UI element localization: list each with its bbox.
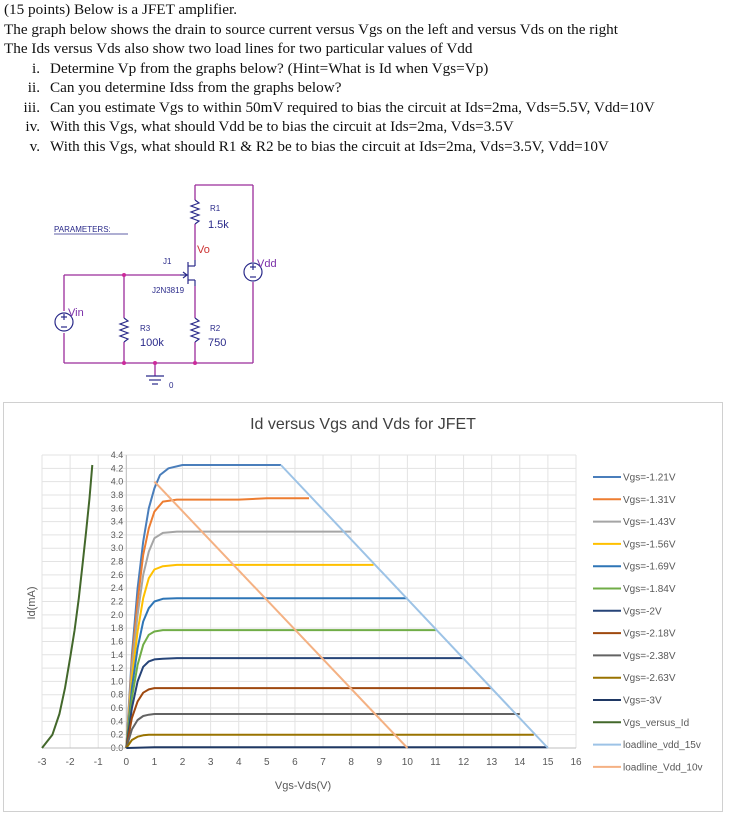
- x-tick-label: 11: [430, 757, 441, 768]
- r2-value: 750: [208, 337, 227, 349]
- r3-name: R3: [140, 324, 151, 333]
- x-tick-label: 5: [264, 757, 270, 768]
- y-tick-label: 4.2: [110, 463, 124, 474]
- x-tick-label: 12: [458, 757, 470, 768]
- problem-header: (15 points) Below is a JFET amplifier.: [4, 1, 237, 18]
- x-tick-label: 2: [179, 757, 186, 768]
- node-dot: [153, 361, 157, 365]
- y-tick-label: 1.2: [110, 663, 124, 674]
- series-line: [281, 465, 548, 748]
- x-tick-label: 4: [235, 757, 242, 768]
- series-line: [126, 747, 548, 748]
- question-text: Determine Vp from the graphs below? (Hint=What is Id when Vgs=Vp): [50, 59, 489, 77]
- x-tick-label: 15: [542, 757, 554, 768]
- j1-part: J2N3819: [152, 286, 185, 295]
- legend-label: Vgs=-2.63V: [623, 673, 676, 685]
- node-dot: [122, 361, 126, 365]
- legend-label: loadline_Vdd_10v: [623, 762, 703, 774]
- legend-label: Vgs=-1.84V: [623, 584, 676, 595]
- ground-label: 0: [169, 381, 174, 390]
- x-tick-label: 10: [401, 757, 413, 768]
- problem-intro-2: The Ids versus Vds also show two load lines for two particular values of Vdd: [4, 40, 473, 57]
- y-tick-label: 3.6: [110, 503, 124, 514]
- j1-name: J1: [163, 257, 172, 266]
- series-line: [126, 735, 534, 748]
- parameters-label: PARAMETERS:: [54, 225, 111, 234]
- chart-frame: [3, 402, 723, 812]
- r2-name: R2: [210, 324, 221, 333]
- legend-label: Vgs=-2V: [623, 606, 662, 618]
- y-tick-label: 1.4: [110, 649, 124, 660]
- y-tick-label: 0.8: [110, 689, 124, 700]
- legend-label: Vgs=-1.56V: [623, 539, 676, 551]
- vdd-label: Vdd: [257, 258, 277, 270]
- r1-name: R1: [210, 204, 221, 213]
- x-tick-label: 9: [376, 757, 383, 768]
- question-text: Can you estimate Vgs to within 50mV required to bias the circuit at Ids=2ma, Vds=5.5V, Vdd=10V: [50, 98, 655, 116]
- resistor-r2: [191, 318, 199, 342]
- vin-label: Vin: [68, 307, 84, 319]
- question-4: [4, 117, 728, 137]
- y-tick-label: 3.8: [110, 489, 124, 500]
- x-tick-label: 0: [123, 757, 130, 768]
- legend-label: Vgs=-1.21V: [623, 472, 676, 484]
- x-tick-label: -1: [93, 757, 103, 768]
- legend-label: Vgs=-1.69V: [623, 561, 676, 573]
- x-tick-label: 7: [320, 757, 326, 768]
- legend-label: Vgs=-1.31V: [623, 494, 676, 506]
- y-tick-label: 1.0: [110, 676, 124, 687]
- question-2: [4, 78, 728, 98]
- series-line: [126, 565, 373, 748]
- vo-label: Vo: [197, 244, 210, 256]
- y-tick-label: 2.4: [110, 583, 124, 594]
- chart-title: Id versus Vgs and Vds for JFET: [250, 416, 476, 433]
- y-tick-label: 2.2: [110, 596, 124, 607]
- x-tick-label: 3: [207, 757, 214, 768]
- x-tick-label: 13: [486, 757, 498, 768]
- series-line: [126, 688, 491, 748]
- y-tick-label: 0.2: [110, 729, 124, 740]
- question-5: [4, 137, 728, 157]
- x-tick-label: 6: [292, 757, 298, 768]
- x-tick-label: 1: [151, 757, 158, 768]
- y-tick-label: 3.2: [110, 529, 124, 540]
- question-number: i.: [31, 59, 40, 77]
- y-tick-label: 4.0: [110, 476, 124, 487]
- y-tick-label: 2.6: [110, 569, 124, 580]
- legend-label: Vgs=-2.38V: [623, 650, 676, 662]
- chart-y-axis-label: Id(mA): [26, 586, 38, 620]
- y-tick-label: 4.4: [110, 450, 124, 460]
- legend-label: Vgs_versus_Id: [623, 717, 690, 729]
- problem-text: [4, 0, 728, 156]
- x-tick-label: 14: [514, 757, 526, 768]
- question-number: iv.: [25, 118, 40, 135]
- node-dot: [122, 273, 126, 277]
- y-tick-label: 0.4: [110, 716, 124, 727]
- legend-label: Vgs=-2.18V: [623, 628, 676, 640]
- question-text: With this Vgs, what should R1 & R2 be to bias the circuit at Ids=2ma, Vds=3.5V, Vdd=10V: [50, 137, 609, 155]
- question-text: With this Vgs, what should Vdd be to bias the circuit at Ids=2ma, Vds=3.5V: [50, 118, 514, 135]
- jfet-circuit-schematic: [0, 178, 340, 398]
- y-tick-label: 1.8: [110, 623, 124, 634]
- y-tick-label: 0.6: [110, 703, 124, 714]
- chart-legend: [593, 473, 703, 774]
- x-tick-label: 8: [348, 757, 354, 768]
- question-number: iii.: [23, 98, 40, 116]
- y-tick-label: 3.0: [110, 543, 124, 554]
- y-tick-label: 3.4: [110, 516, 124, 527]
- series-line: [126, 498, 309, 748]
- x-tick-label: 16: [570, 757, 582, 768]
- question-3: [4, 98, 728, 118]
- legend-label: Vgs=-1.43V: [623, 517, 676, 529]
- resistor-r1: [191, 200, 199, 224]
- problem-intro-1: The graph below shows the drain to source current versus Vgs on the left and versus Vds on the right: [4, 20, 618, 38]
- chart-axes: [38, 450, 582, 768]
- x-tick-label: -3: [37, 757, 47, 768]
- y-tick-label: 2.8: [110, 556, 124, 567]
- question-number: ii.: [27, 79, 40, 96]
- legend-label: loadline_vdd_15v: [623, 740, 701, 752]
- node-dot: [193, 361, 197, 365]
- x-tick-label: -2: [65, 757, 75, 768]
- question-1: [4, 59, 728, 79]
- id-vs-vgs-vds-chart: [4, 403, 722, 811]
- resistor-r3: [120, 318, 128, 342]
- y-tick-label: 2.0: [110, 609, 124, 620]
- r1-value: 1.5k: [208, 219, 229, 231]
- y-tick-label: 1.6: [110, 636, 124, 647]
- chart-x-axis-label: Vgs-Vds(V): [274, 780, 332, 792]
- series-line: [42, 465, 92, 748]
- r3-value: 100k: [140, 337, 164, 349]
- question-text: Can you determine Idss from the graphs below?: [50, 79, 342, 96]
- legend-label: Vgs=-3V: [623, 695, 662, 707]
- y-tick-label: 0.0: [110, 743, 124, 753]
- question-number: v.: [29, 137, 40, 155]
